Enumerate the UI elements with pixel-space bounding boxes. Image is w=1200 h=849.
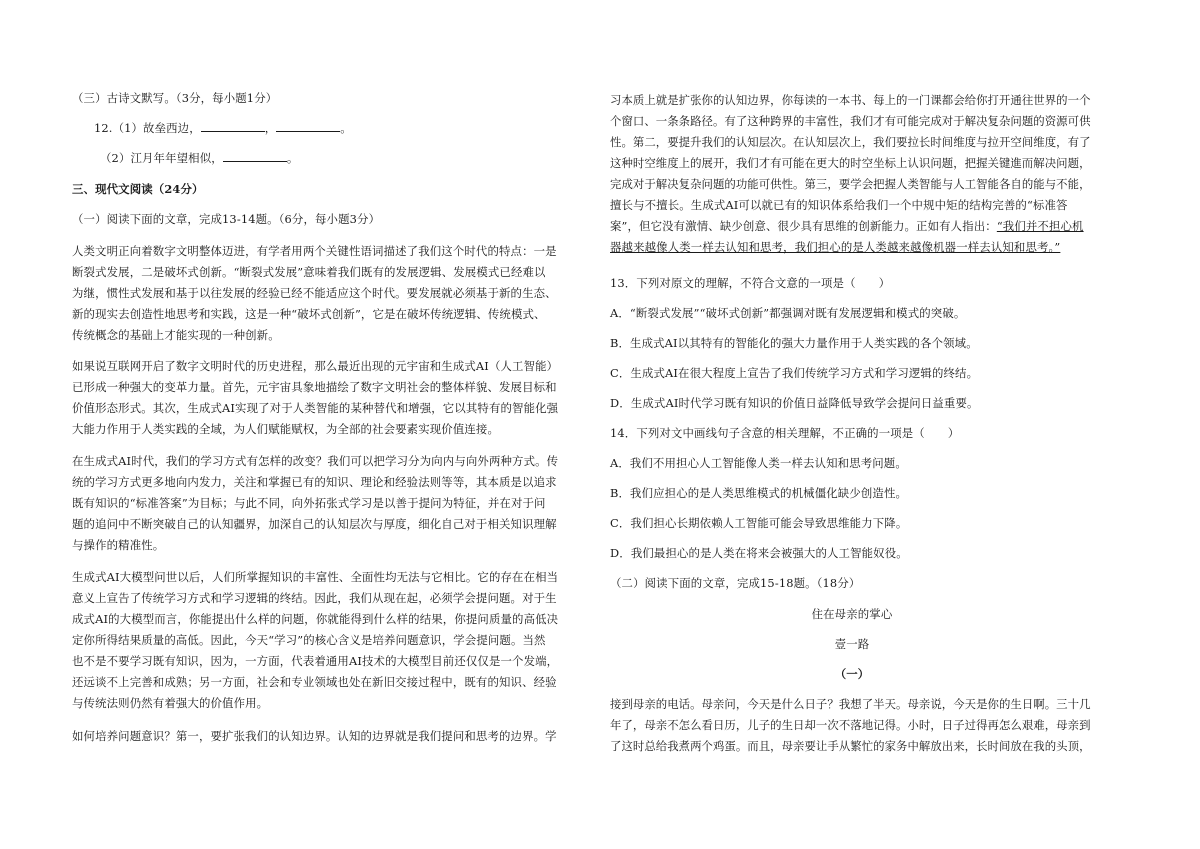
paragraph-line: 了这时总给我煮两个鸡蛋。而且，母亲要让手从繁忙的家务中解放出来，长时间放在我的头顶，	[610, 739, 1091, 753]
q12-line2-end: 。	[286, 151, 299, 165]
answer-blank-2[interactable]	[276, 120, 340, 132]
paragraph-line: 习本质上就是扩张你的认知边界，你每读的一本书、每上的一门课都会给你打开通往世界的一个	[610, 93, 1091, 107]
story-author: 壹一路	[834, 637, 870, 651]
paragraph-line: 已形成一种强大的变革力量。首先，元宇宙具象地描绘了数字文明社会的整体样貌、发展目标和	[72, 380, 557, 394]
paragraph-line: 为继，惯性式发展和基于以往发展的经验已经不能适应这个时代。要发展就必须基于新的生态、	[72, 286, 557, 300]
question-12-line-2	[100, 150, 298, 166]
paragraph-line: 与操作的精准性。	[72, 538, 165, 552]
paragraph-line: 题的追问中不断突破自己的认知疆界，加深自己的认知层次与厚度，细化自己对于相关知识理解	[72, 517, 557, 531]
question-12-line-1	[94, 120, 352, 136]
paragraph-line: 也不是不要学习既有知识，因为，一方面，代表着通用AI技术的大模型目前还仅仅是一个发端，	[72, 654, 559, 668]
q13-option-d: D．生成式AI时代学习既有知识的价值日益降低导致学会提问日益重要。	[610, 396, 979, 410]
paragraph-line: 与传统法则仍然有着强大的价值作用。	[72, 696, 269, 710]
q14-option-a: A．我们不用担心人工智能像人类一样去认知和思考问题。	[610, 456, 907, 470]
q14-option-c: C．我们担心长期依赖人工智能可能会导致思维能力下降。	[610, 516, 908, 530]
underlined-sentence: 器越来越像人类一样去认知和思考，我们担心的是人类越来越像机器一样去认知和思考。”	[610, 240, 1061, 254]
story-title: 住在母亲的掌心	[811, 607, 893, 621]
q13-option-b: B．生成式AI以其特有的智能化的强大力量作用于人类实践的各个领域。	[610, 336, 978, 350]
paragraph-line: 还远谈不上完善和成熟；另一方面，社会和专业领域也处在新旧交接过程中，既有的知识、经验	[72, 675, 557, 689]
q14-option-d: D．我们最担心的是人类在将来会被强大的人工智能奴役。	[610, 546, 908, 560]
paragraph-line: 既有知识的“标准答案”为目标；与此不同，向外拓张式学习是以善于提问为特征，并在对于问	[72, 496, 546, 510]
paragraph-line: 成式AI的大模型而言，你能提出什么样的问题，你就能得到什么样的结果，你提问质量的高低决	[72, 612, 559, 626]
paragraph-line: 个窗口、一条条路径。有了这种跨界的丰富性，我们才有可能完成对于解决复杂问题的资源可供	[610, 114, 1091, 128]
paragraph-line: 年了，母亲不怎么看日历，儿子的生日却一次不落地记得。小时，日子过得再怎么艰难，母亲到	[610, 718, 1091, 732]
paragraph-line: 如何培养问题意识？第一，要扩张我们的认知边界。认知的边界就是我们提问和思考的边界。学	[72, 729, 557, 743]
q14-option-b: B．我们应担心的是人类思维模式的机械僵化缺少创造性。	[610, 486, 908, 500]
section-3-header: （三）古诗文默写。（3分，每小题1分）	[72, 91, 278, 105]
sub-section-2-header: （二）阅读下面的文章，完成15-18题。（18分）	[610, 576, 861, 590]
q12-line1-end: 。	[340, 121, 352, 135]
paragraph-line: 性。第二，要提升我们的认知层次。在认知层次上，我们要拉长时间维度与拉开空间维度，有了	[610, 135, 1091, 149]
paragraph-line: 如果说互联网开启了数字文明时代的历史进程，那么最近出现的元宇宙和生成式AI（人工智能）	[72, 359, 559, 373]
paragraph-line: 大能力作用于人类实践的全域，为人们赋能赋权，为全部的社会要素实现价值连接。	[72, 422, 500, 436]
answer-blank-3[interactable]	[223, 150, 287, 162]
paragraph-line: 接到母亲的电话。母亲问，今天是什么日子？我想了半天。母亲说，今天是你的生日啊。三十几	[610, 697, 1091, 711]
paragraph-line: 在生成式AI时代，我们的学习方式有怎样的改变？我们可以把学习分为向内与向外两种方式。传	[72, 454, 559, 468]
q12-line2-prefix: （2）江月年年望相似，	[100, 151, 223, 165]
q12-line1-sep: ，	[264, 121, 277, 135]
q12-line1-prefix: 12.（1）故垒西边，	[94, 121, 201, 135]
paragraph-line: 意义上宣告了传统学习方式和学习逻辑的终结。因此，我们从现在起，必须学会提问题。对于生	[72, 591, 557, 605]
paragraph-line: 人类文明正向着数字文明整体迈进，有学者用两个关键性语词描述了我们这个时代的特点：一是	[72, 244, 557, 258]
question-13: 13．下列对原文的理解，不符合文意的一项是（ ）	[610, 276, 891, 290]
story-part-number: （一）	[834, 667, 870, 681]
paragraph-line: 这种时空维度上的展开，我们才有可能在更大的时空坐标上认识问题，把握关键進而解决问题，	[610, 156, 1091, 170]
sub-section-1-header: （一）阅读下面的文章，完成13-14题。（6分，每小题3分）	[72, 212, 381, 226]
paragraph-line: 传统概念的基础上才能实现的一种创新。	[72, 328, 280, 342]
paragraph-line: 新的现实去创造性地思考和实践，这是一种“破坏式创新”，它是在破坏传统逻辑、传统模式、	[72, 307, 546, 321]
paragraph-line: 价值形态形式。其次，生成式AI实现了对于人类智能的某种替代和增强，它以其特有的智能化强	[72, 401, 559, 415]
paragraph-line: 擅长与不擅长。生成式AI可以就已有的知识体系给我们一个中规中矩的结构完善的“标准答	[610, 198, 1068, 212]
answer-blank-1[interactable]	[201, 120, 265, 132]
question-14: 14．下列对文中画线句子含意的相关理解，不正确的一项是（ ）	[610, 426, 960, 440]
paragraph-line: 完成对于解决复杂问题的功能可供性。第三，要学会把握人类智能与人工智能各自的能与不能，	[610, 177, 1091, 191]
underlined-sentence-start: “我们并不担心机	[996, 219, 1084, 233]
q13-option-a: A．“断裂式发展”“破坏式创新”都强调对既有发展逻辑和模式的突破。	[610, 306, 966, 320]
paragraph-line: 断裂式发展，二是破坏式创新。“断裂式发展”意味着我们既有的发展逻辑、发展模式已经难以	[72, 265, 546, 279]
q13-option-c: C．生成式AI在很大程度上宣告了我们传统学习方式和学习逻辑的终结。	[610, 366, 979, 380]
paragraph-text: 案”，但它没有激情、缺少创意、很少具有思维的创新能力。正如有人指出：	[610, 219, 997, 233]
paragraph-line-with-quote	[610, 218, 1084, 234]
section-title: 三、现代文阅读（24分）	[72, 182, 204, 196]
paragraph-line: 定你所得结果质量的高低。因此，今天“学习”的核心含义是培养问题意识，学会提问题。当然	[72, 633, 546, 647]
paragraph-line: 生成式AI大模型问世以后，人们所掌握知识的丰富性、全面性均无法与它相比。它的存在在相当	[72, 570, 559, 584]
paragraph-line: 统的学习方式更多地向内发力，关注和掌握已有的知识、理论和经验法则等等，其本质是以追求	[72, 475, 557, 489]
